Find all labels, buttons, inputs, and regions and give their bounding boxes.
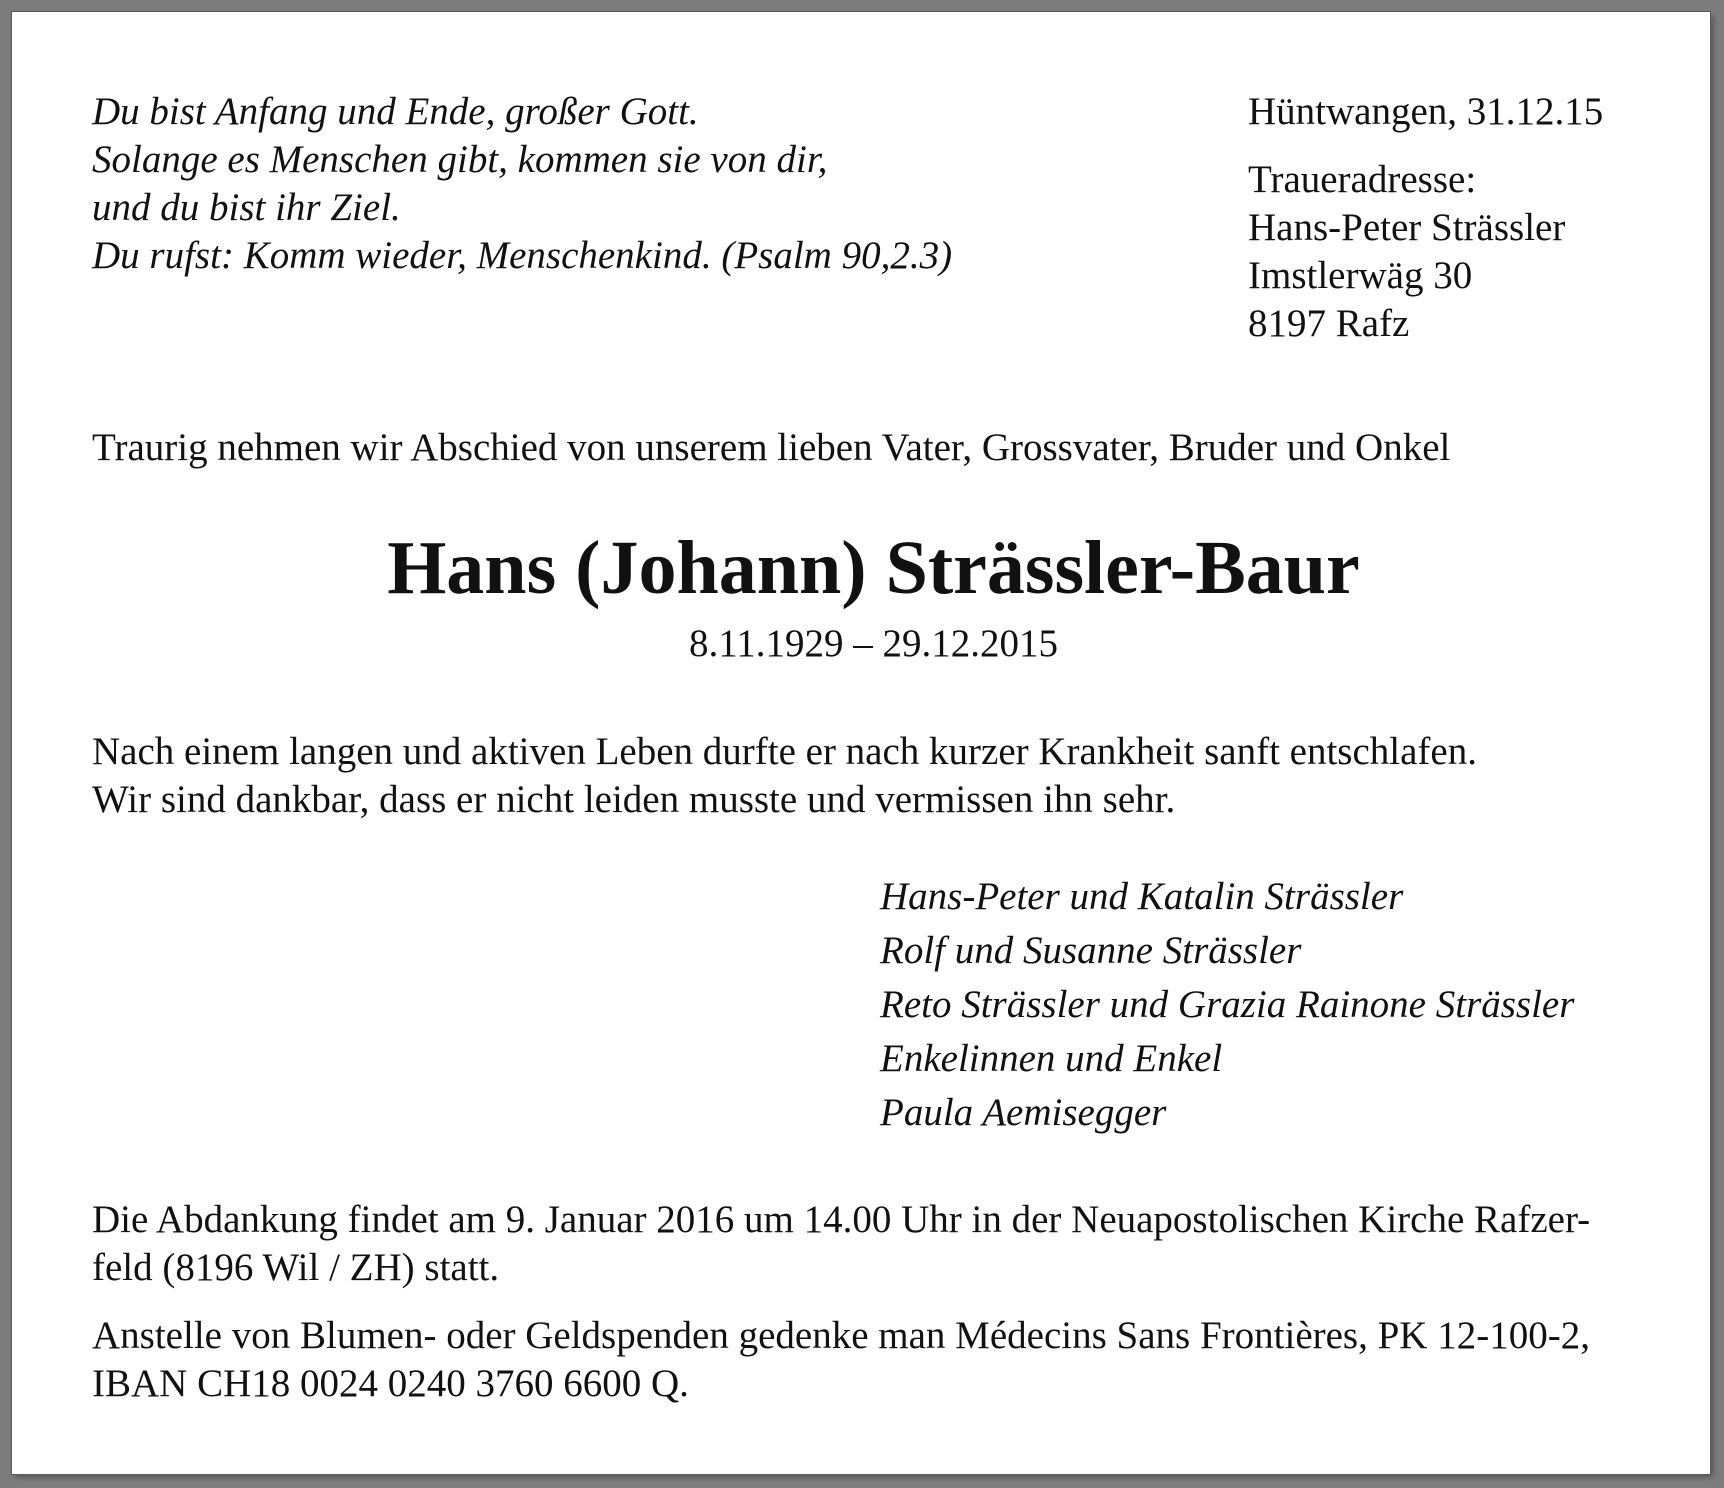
- service-line: Die Abdankung findet am 9. Januar 2016 um 14.00 Uhr in der Neuapostolischen Kirche Rafzer-: [92, 1198, 1591, 1241]
- mourning-address: [1248, 156, 1603, 348]
- address-line: Hans-Peter Strässler: [1248, 206, 1566, 249]
- obituary-notice: [12, 12, 1710, 1474]
- service-line: feld (8196 Wil / ZH) statt.: [92, 1246, 500, 1289]
- psalm-verse: [92, 88, 952, 280]
- verse-line: Du bist Anfang und Ende, großer Gott.: [92, 90, 699, 133]
- farewell-line: Wir sind dankbar, dass er nicht leiden musste und vermissen ihn sehr.: [92, 778, 1176, 821]
- verse-line: Du rufst: Komm wieder, Menschenkind. (Psalm 90,2.3): [92, 234, 953, 277]
- farewell-line: Nach einem langen und aktiven Leben durfte er nach kurzer Krankheit sanft entschlafen.: [92, 730, 1477, 773]
- funeral-service-info: [92, 1196, 1642, 1292]
- donation-info: [92, 1312, 1642, 1408]
- farewell-text: [92, 728, 1642, 824]
- mourner-name: Enkelinnen und Enkel: [880, 1037, 1223, 1080]
- mourner-name: Reto Strässler und Grazia Rainone Strässler: [880, 983, 1575, 1026]
- mourner-name: Paula Aemisegger: [880, 1091, 1167, 1134]
- life-dates: 8.11.1929 – 29.12.2015: [688, 622, 1059, 665]
- address-line: Traueradresse:: [1248, 158, 1477, 201]
- address-line: 8197 Rafz: [1248, 302, 1410, 345]
- sender-block: [1248, 88, 1603, 348]
- verse-line: und du bist ihr Ziel.: [92, 186, 401, 229]
- donation-line: IBAN CH18 0024 0240 3760 6600 Q.: [92, 1362, 689, 1405]
- place-date: Hüntwangen, 31.12.15: [1248, 90, 1604, 133]
- address-line: Imstlerwäg 30: [1248, 254, 1473, 297]
- deceased-name: Hans (Johann) Strässler-Baur: [387, 526, 1360, 610]
- donation-line: Anstelle von Blumen- oder Geldspenden gedenke man Médecins Sans Frontières, PK 12-100-2,: [92, 1314, 1590, 1357]
- mourners-list: [880, 870, 1574, 1140]
- verse-line: Solange es Menschen gibt, kommen sie von dir,: [92, 138, 828, 181]
- mourner-name: Rolf und Susanne Strässler: [880, 929, 1302, 972]
- intro-text: Traurig nehmen wir Abschied von unserem lieben Vater, Grossvater, Bruder und Onkel: [92, 426, 1451, 469]
- mourner-name: Hans-Peter und Katalin Strässler: [880, 875, 1404, 918]
